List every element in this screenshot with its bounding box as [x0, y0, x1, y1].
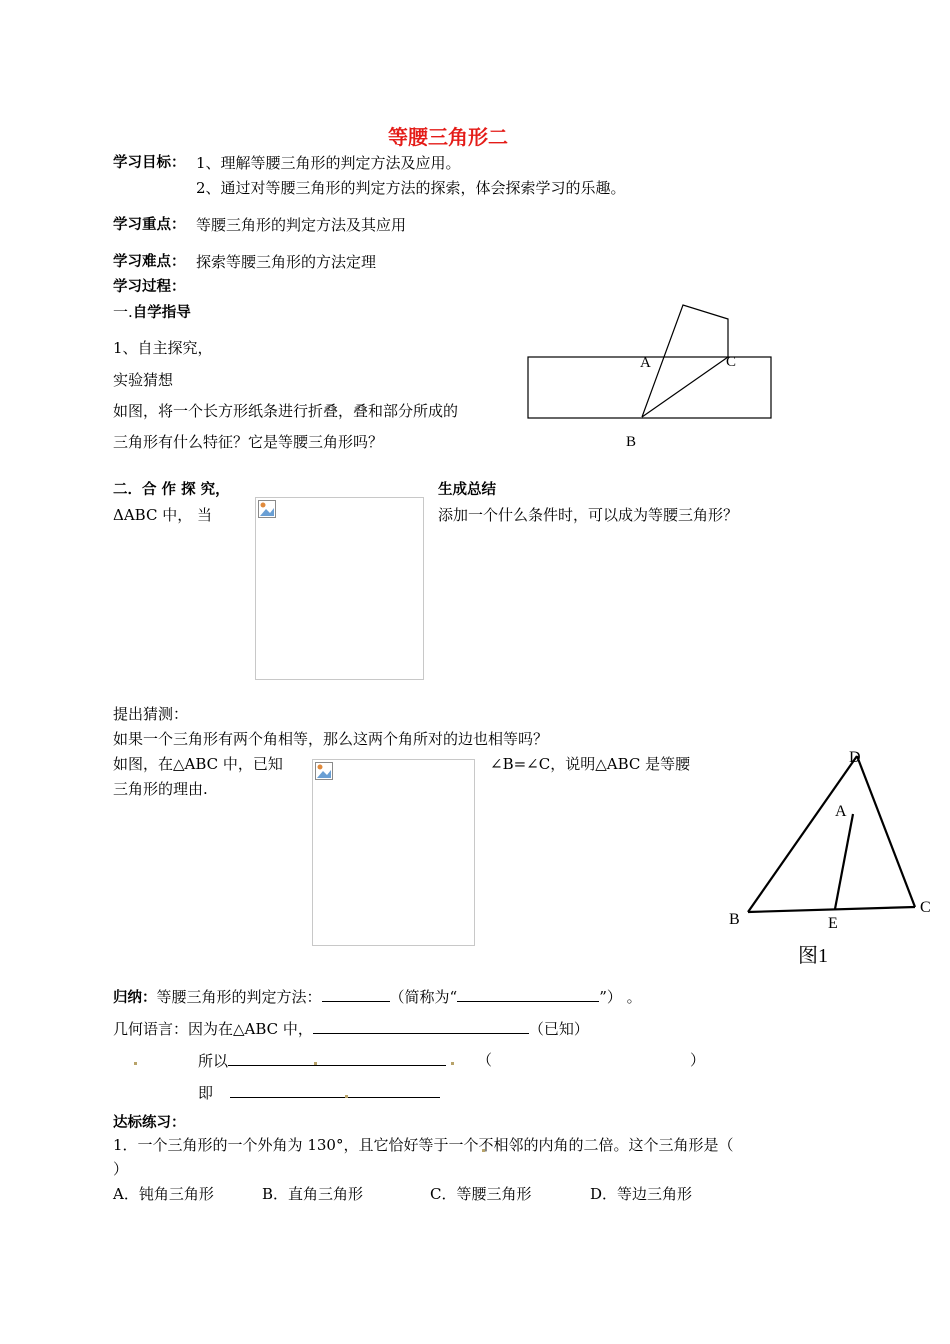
ie-line: [198, 1083, 440, 1102]
induction-text2: （简称为“: [389, 988, 458, 1006]
broken-image-1: [255, 497, 424, 680]
option-c: C．等腰三角形: [430, 1185, 532, 1203]
section1-heading-text: 自学指导: [132, 305, 191, 321]
reason-close-paren: ）: [690, 1051, 706, 1069]
induction-text3: ”） 。: [599, 988, 642, 1006]
ie-label: 即: [198, 1084, 214, 1102]
page-title: 等腰三角形二: [388, 125, 508, 149]
folded-flap: [642, 305, 728, 417]
label-b: B: [626, 434, 637, 450]
geometry-label: 几何语言：因为在△ABC 中，: [113, 1020, 313, 1038]
key-point-text: 等腰三角形的判定方法及其应用: [196, 216, 407, 234]
label-d: D: [849, 749, 861, 766]
process-label: 学习过程：: [113, 279, 186, 295]
short-name-blank[interactable]: [457, 987, 599, 1002]
summary-heading: 生成总结: [438, 482, 496, 498]
fold-line: [642, 357, 728, 417]
label-b: B: [729, 911, 740, 928]
section1-heading-prefix: 一.: [113, 303, 133, 321]
stray-mark: [451, 1062, 454, 1065]
induction-text1: 等腰三角形的判定方法：: [156, 988, 322, 1006]
known-text: （已知）: [528, 1020, 589, 1038]
stray-mark: [134, 1062, 137, 1065]
stray-mark: [314, 1062, 317, 1065]
segment-ae: [835, 814, 853, 909]
key-point-label: 学习重点：: [113, 217, 186, 233]
result-blank[interactable]: [230, 1083, 440, 1098]
image-placeholder-icon: [315, 762, 333, 780]
conjecture-line1b: ∠B=∠C，说明△ABC 是等腰: [490, 755, 691, 773]
geometry-language-line: [113, 1019, 589, 1038]
triangle-dbc-figure: [722, 740, 937, 970]
conjecture-question: 如果一个三角形有两个角相等，那么这两个角所对的边也相等吗？: [113, 730, 549, 748]
practice-label: 达标练习：: [113, 1115, 186, 1131]
method-blank[interactable]: [322, 987, 390, 1002]
broken-image-2: [312, 759, 475, 946]
objective-item-1: 1、理解等腰三角形的判定方法及应用。: [196, 154, 461, 172]
so-line: [198, 1051, 446, 1070]
objective-item-2: 2、通过对等腰三角形的判定方法的探索，体会探索学习的乐趣。: [196, 179, 626, 197]
induction-label: 归纳：: [113, 990, 157, 1006]
so-label: 所以: [198, 1052, 229, 1070]
conjecture-label: 提出猜测：: [113, 705, 189, 723]
conclusion-blank[interactable]: [228, 1051, 446, 1066]
section1-heading: [113, 303, 191, 322]
difficulty-label: 学习难点：: [113, 254, 186, 270]
image-placeholder-icon: [258, 500, 276, 518]
option-d: D．等边三角形: [590, 1185, 693, 1203]
section1-line1: 如图，将一个长方形纸条进行折叠，叠和部分所成的: [113, 402, 459, 420]
stray-mark: [345, 1095, 348, 1098]
summary-text: 添加一个什么条件时，可以成为等腰三角形？: [438, 506, 739, 524]
option-b: B．直角三角形: [262, 1185, 364, 1203]
label-a: A: [640, 355, 651, 371]
difficulty-text: 探索等腰三角形的方法定理: [196, 253, 377, 271]
label-e: E: [828, 915, 838, 932]
label-a: A: [835, 803, 847, 820]
section2-triangle-text: ΔABC 中， 当: [113, 506, 212, 524]
given-blank[interactable]: [313, 1019, 529, 1034]
section1-line2: 三角形有什么特征？它是等腰三角形吗？: [113, 433, 384, 451]
reason-open-paren: （: [477, 1051, 493, 1069]
conjecture-line1a: 如图，在△ABC 中，已知: [113, 755, 283, 773]
section1-step: 1、自主探究，: [113, 339, 213, 357]
induction-line: [113, 987, 642, 1007]
question-1-line1: 1．一个三角形的一个外角为 130°，且它恰好等于一个不相邻的内角的二倍。这个三角形是（: [113, 1136, 734, 1154]
side-bc: [748, 907, 915, 912]
figure-caption: 图1: [798, 945, 828, 967]
question-1-line2: ）: [113, 1160, 129, 1178]
side-db: [748, 756, 857, 912]
section1-sub: 实验猜想: [113, 371, 174, 389]
label-c: C: [726, 354, 737, 370]
folded-strip-figure: [520, 295, 785, 455]
section2-heading: 二．合 作 探 究，: [113, 482, 230, 498]
conjecture-line2: 三角形的理由.: [113, 780, 208, 798]
option-a: A．钝角三角形: [113, 1185, 214, 1203]
side-dc: [857, 756, 915, 907]
label-c: C: [920, 899, 931, 916]
objectives-label: 学习目标：: [113, 155, 186, 171]
